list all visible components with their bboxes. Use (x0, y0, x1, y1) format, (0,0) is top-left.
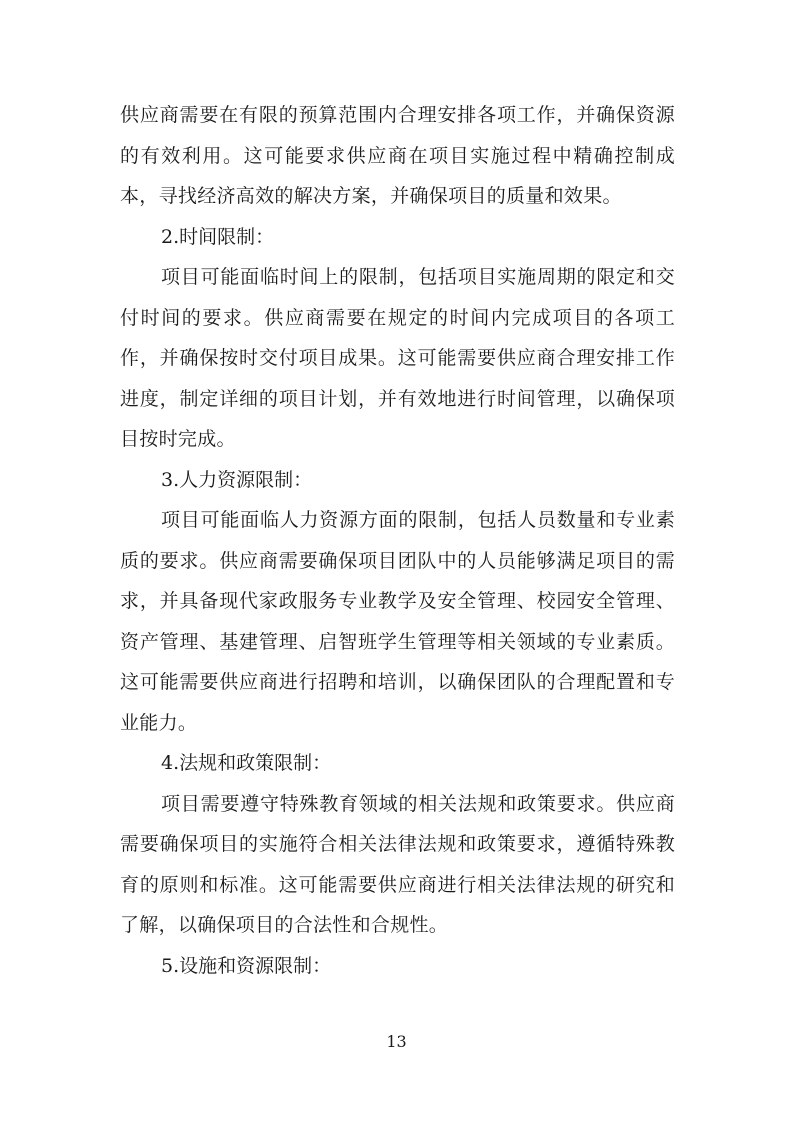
page-body (120, 95, 675, 986)
section-heading-time-limit: 2.时间限制： (161, 225, 275, 248)
page-number: 13 (386, 1032, 407, 1051)
paragraph-budget-continuation: 供应商需要在有限的预算范围内合理安排各项工作，并确保资源的有效利用。这可能要求供应商在项目实施过程中精确控制成本，寻找经济高效的解决方案，并确保项目的质量和效果。 (120, 104, 675, 207)
section-heading-regulations: 4.法规和政策限制： (161, 752, 332, 774)
paragraph-regulations: 项目需要遵守特殊教育领域的相关法规和政策要求。供应商需要确保项目的实施符合相关法律法规和政策要求，遵循特殊教育的原则和标准。这可能需要供应商进行相关法律法规的研究和了解，以确保项目的合法性和合规性。 (120, 792, 675, 936)
section-heading-facilities: 5.设施和资源限制： (161, 954, 332, 977)
paragraph-human-resources: 项目可能面临人力资源方面的限制，包括人员数量和专业素质的要求。供应商需要确保项目团队中的人员能够满足项目的需求，并具备现代家政服务专业教学及安全管理、校园安全管理、资产管理、基建管理、启智班学生管理等相关领域的专业素质。这可能需要供应商进行招聘和培训，以确保团队的合理配置和专业能力。 (120, 509, 675, 734)
paragraph-time-limit: 项目可能面临时间上的限制，包括项目实施周期的限定和交付时间的要求。供应商需要在规定的时间内完成项目的各项工作，并确保按时交付项目成果。这可能需要供应商合理安排工作进度，制定详细的项目计划，并有效地进行时间管理，以确保项目按时完成。 (120, 266, 675, 450)
section-heading-human-resources: 3.人力资源限制： (161, 468, 313, 491)
